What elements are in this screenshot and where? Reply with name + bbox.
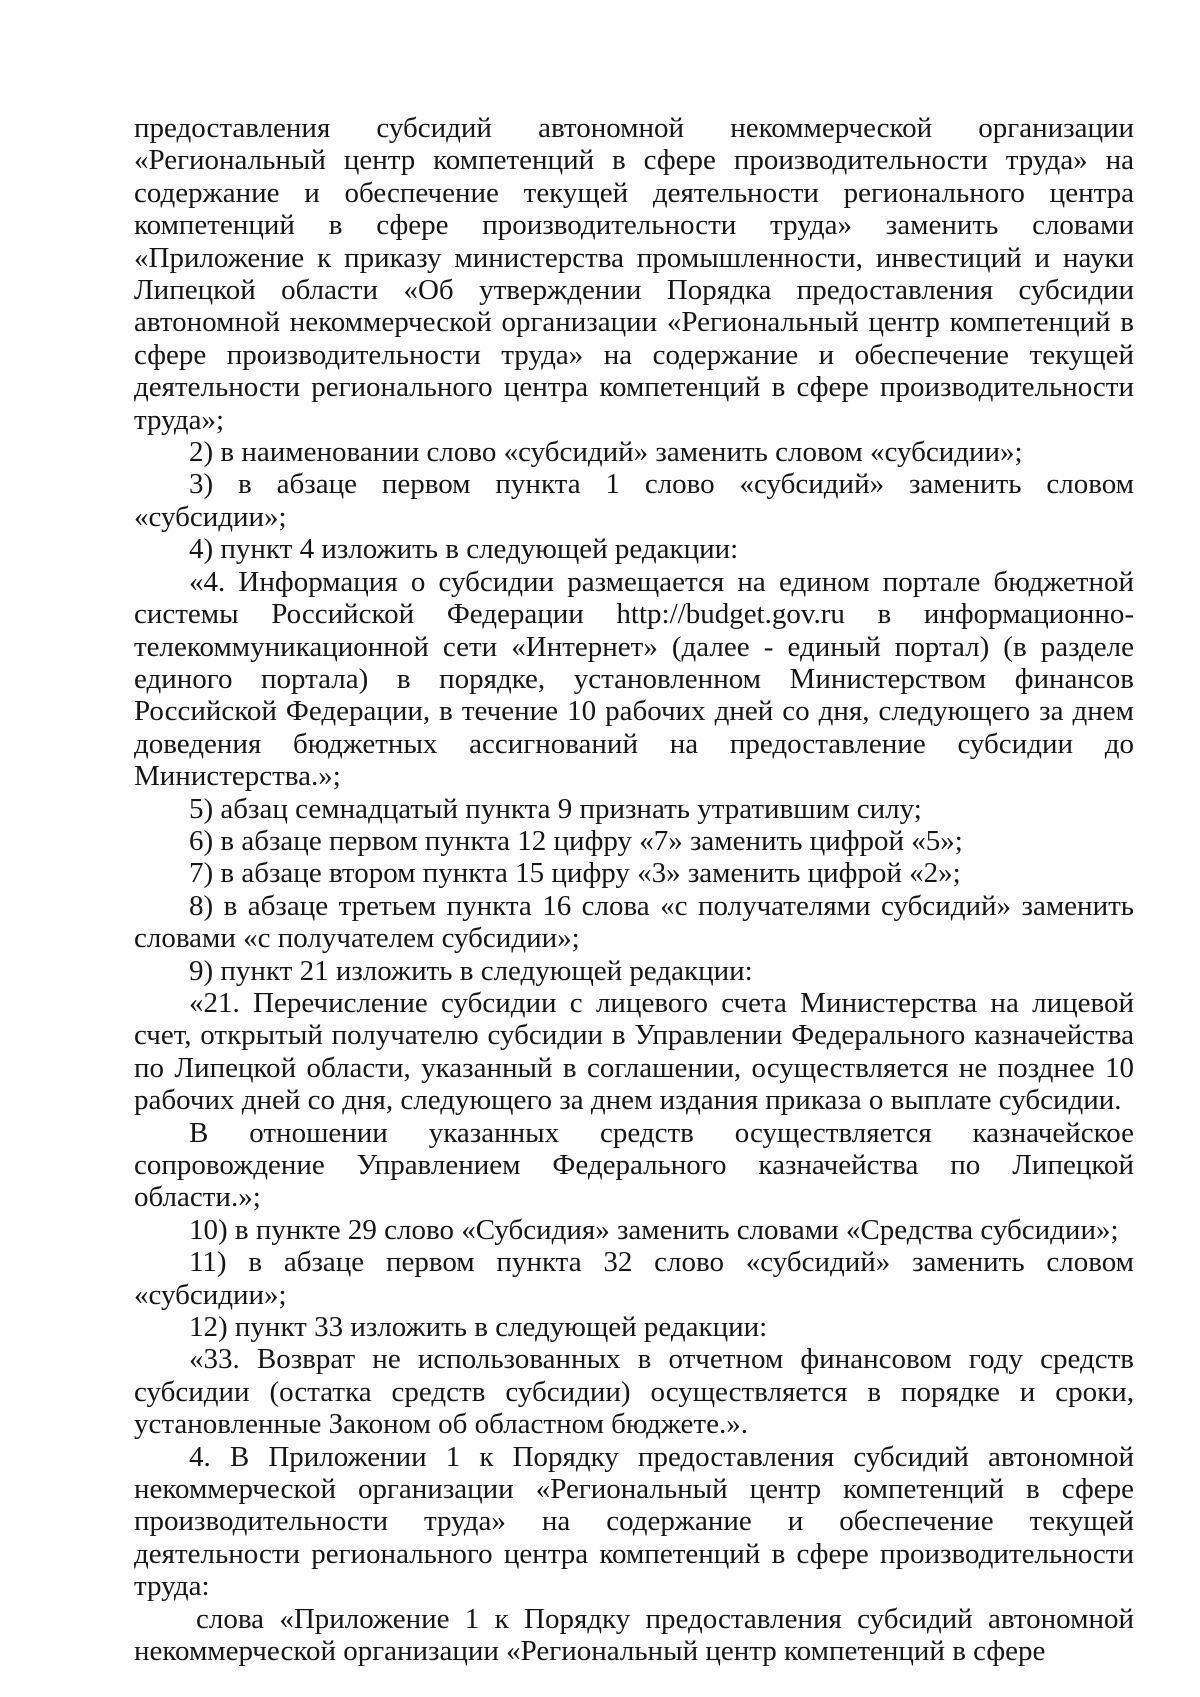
document-body [134, 112, 1134, 1668]
paragraph-item-11: 11) в абзаце первом пункта 32 слово «субсидий» заменить словом «субсидии»; [134, 1246, 1134, 1311]
paragraph-quote-4: «4. Информация о субсидии размещается на едином портале бюджетной системы Российской Федерации http://budget.gov.ru в информационно-телекоммуникационной сети «Интернет» (далее - единый портал) (в разделе единого портала) в порядке, установленном Министерством финансов Российской Федерации, в течение 10 рабочих дней со дня, следующего за днем доведения бюджетных ассигнований на предоставление субсидии до Министерства.»; [134, 565, 1134, 793]
paragraph-words-replacement: слова «Приложение 1 к Порядку предоставления субсидий автономной некоммерческой организации «Региональный центр компетенций в сфере [134, 1602, 1134, 1668]
paragraph-item-3: 3) в абзаце первом пункта 1 слово «субсидий» заменить словом «субсидии»; [134, 468, 1134, 533]
paragraph-continuation: предоставления субсидий автономной некоммерческой организации «Региональный центр компетенций в сфере производительности труда» на содержание и обеспечение текущей деятельности регионального центра компетенций в сфере производительности труда» заменить словами «Приложение к приказу министерства промышленности, инвестиций и науки Липецкой области «Об утверждении Порядка предоставления субсидии автономной некоммерческой организации «Региональный центр компетенций в сфере производительности труда» на содержание и обеспечение текущей деятельности регионального центра компетенций в сфере производительности труда»; [134, 112, 1134, 436]
paragraph-item-10: 10) в пункте 29 слово «Субсидия» заменить словами «Средства субсидии»; [189, 1213, 1119, 1246]
paragraph-quote-21-second: В отношении указанных средств осуществляется казначейское сопровождение Управлением Федерального казначейства по Липецкой области.»; [134, 1116, 1134, 1214]
paragraph-item-2: 2) в наименовании слово «субсидий» заменить словом «субсидии»; [189, 436, 1023, 469]
paragraph-item-5: 5) абзац семнадцатый пункта 9 признать утратившим силу; [189, 792, 922, 825]
paragraph-item-7: 7) в абзаце втором пункта 15 цифру «3» заменить цифрой «2»; [189, 857, 961, 890]
paragraph-item-8: 8) в абзаце третьем пункта 16 слова «с получателями субсидий» заменить словами «с получателем субсидии»; [134, 889, 1134, 955]
paragraph-item-6: 6) в абзаце первом пункта 12 цифру «7» заменить цифрой «5»; [189, 824, 963, 857]
paragraph-quote-21: «21. Перечисление субсидии с лицевого счета Министерства на лицевой счет, открытый получателю субсидии в Управлении Федерального казначейства по Липецкой области, указанный в соглашении, осуществляется не позднее 10 рабочих дней со дня, следующего за днем издания приказа о выплате субсидии. [134, 986, 1134, 1117]
paragraph-item-12: 12) пункт 33 изложить в следующей редакции: [189, 1311, 768, 1344]
paragraph-section-4: 4. В Приложении 1 к Порядку предоставления субсидий автономной некоммерческой организации «Региональный центр компетенций в сфере производительности труда» на содержание и обеспечение текущей деятельности регионального центра компетенций в сфере производительности труда: [134, 1440, 1134, 1603]
paragraph-quote-33: «33. Возврат не использованных в отчетном финансовом году средств субсидии (остатка средств субсидии) осуществляется в порядке и сроки, установленные Законом об областном бюджете.». [134, 1343, 1134, 1441]
paragraph-item-4: 4) пункт 4 изложить в следующей редакции: [189, 533, 739, 566]
paragraph-item-9: 9) пункт 21 изложить в следующей редакции: [189, 954, 753, 987]
